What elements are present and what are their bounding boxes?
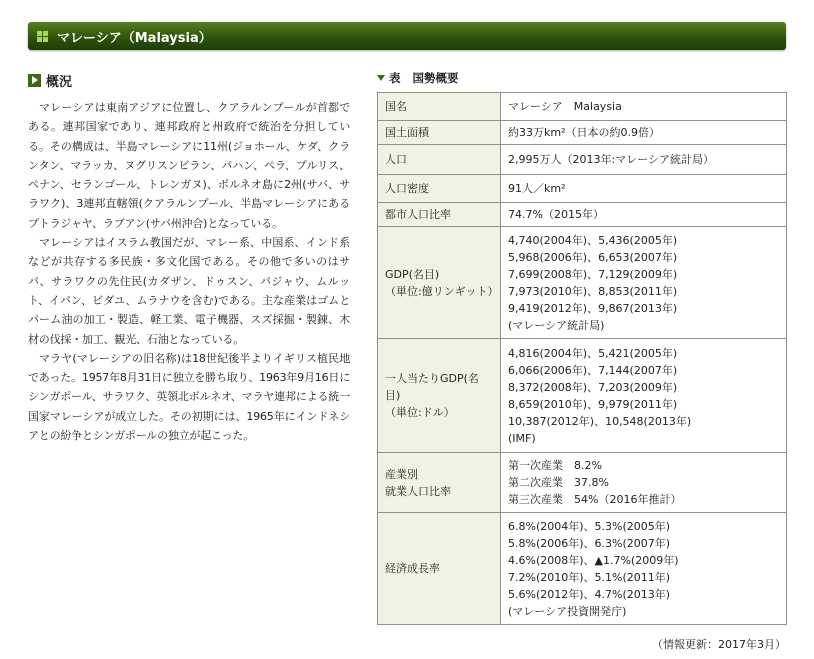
caret-down-icon [377, 75, 385, 81]
row-value-line: 10,387(2012年)、10,548(2013年) [508, 414, 692, 428]
row-value-cell [501, 227, 787, 339]
row-value-line: 8,659(2010年)、9,979(2011年) [508, 397, 678, 411]
row-value-cell [501, 453, 787, 513]
table-row [378, 203, 787, 227]
row-value-line: 7.2%(2010年)、5.1%(2011年) [508, 570, 671, 584]
row-label-line: GDP(名目) [385, 267, 440, 281]
overview-heading-text: 概況 [46, 74, 73, 90]
row-value-line: 5.6%(2012年)、4.7%(2013年) [508, 587, 671, 601]
overview-paragraph: マレーシアはイスラム教国だが、マレー系、中国系、インド系などが共存する多民族・多文化国である。その他で多いのはサバ、サラワクの先住民(カダザン、ドゥスン、バジャウ、ムルット、イバン、ビダユ、ムラナウを含む)である。主な産業はゴムとパーム油の加工・製造、軽工業、電子機器、スズ採掘・製錬、木材の伐採・加工、観光、石油となっている。 [28, 236, 350, 346]
row-value-line: 9,419(2012年)、9,867(2013年) [508, 301, 678, 315]
row-value-line: 6,066(2006年)、7,144(2007年) [508, 363, 678, 377]
row-value-line: 第一次産業 8.2% [508, 459, 602, 472]
table-caption-label: 表 [389, 71, 401, 85]
row-value-line: 91人／km² [508, 182, 566, 195]
row-label-line: 産業別 [385, 467, 418, 481]
row-value-line: 7,973(2010年)、8,853(2011年) [508, 284, 678, 298]
country-profile-section [377, 70, 787, 625]
row-label-line: 都市人口比率 [385, 208, 451, 221]
grid-bullet-icon [37, 31, 48, 42]
row-value-line: 6.8%(2004年)、5.3%(2005年) [508, 519, 671, 533]
row-label-cell [378, 227, 501, 339]
row-label-line: 経済成長率 [385, 562, 440, 575]
table-caption [377, 70, 787, 86]
row-value-line: 2,995万人（2013年:マレーシア統計局） [508, 153, 714, 166]
table-body [378, 93, 787, 625]
table-row [378, 453, 787, 513]
row-label-line: 人口 [385, 153, 407, 166]
row-label-cell [378, 175, 501, 203]
overview-paragraph: マラヤ(マレーシアの旧名称)は18世紀後半よりイギリス植民地であった。1957年8月31日に独立を勝ち取り、1963年9月16日にシンガポール、サラワク、英領北ボルネオ、マラヤ連邦による統一国家マレーシアが成立した。その初期には、1965年にインドネシアとの紛争とシンガポールの独立が起こった。 [28, 351, 350, 443]
row-label-line: （単位:ドル） [385, 406, 455, 419]
country-profile-table [377, 92, 787, 625]
row-value-line: 5.8%(2006年)、6.3%(2007年) [508, 536, 671, 550]
row-value-line: マレーシア Malaysia [508, 100, 622, 113]
row-label-line: 国土面積 [385, 126, 429, 139]
table-row [378, 513, 787, 625]
overview-heading [28, 70, 350, 90]
row-label-cell [378, 121, 501, 145]
row-label-cell [378, 453, 501, 513]
row-label-line: 一人当たりGDP(名目) [385, 372, 479, 402]
row-value-cell [501, 145, 787, 175]
table-row [378, 121, 787, 145]
row-value-line: 8,372(2008年)、7,203(2009年) [508, 380, 678, 394]
table-row [378, 227, 787, 339]
row-label-cell [378, 513, 501, 625]
row-value-line: 約33万km²（日本の約0.9倍） [508, 126, 660, 139]
row-value-line: (IMF) [508, 431, 536, 445]
row-value-line: (マレーシア統計局) [508, 318, 605, 332]
update-note: （情報更新：2017年3月） [652, 638, 786, 651]
row-label-cell [378, 203, 501, 227]
row-value-line: 5,968(2006年)、6,653(2007年) [508, 250, 678, 264]
row-value-line: 4.6%(2008年)、▲1.7%(2009年) [508, 553, 679, 567]
table-caption-title: 国勢概要 [412, 71, 459, 85]
row-label-line: 国名 [385, 100, 407, 113]
row-value-line: 第二次産業 37.8% [508, 476, 609, 489]
row-value-line: 4,740(2004年)、5,436(2005年) [508, 233, 678, 247]
row-label-cell [378, 93, 501, 121]
row-value-line: 4,816(2004年)、5,421(2005年) [508, 346, 678, 360]
table-row [378, 339, 787, 453]
row-label-line: （単位:億リンギット） [385, 284, 499, 298]
row-value-cell [501, 175, 787, 203]
table-row [378, 93, 787, 121]
row-value-cell [501, 339, 787, 453]
row-label-cell [378, 145, 501, 175]
overview-section [28, 70, 350, 445]
row-value-line: 74.7%（2015年） [508, 208, 604, 221]
row-value-cell [501, 121, 787, 145]
table-row [378, 145, 787, 175]
table-row [378, 175, 787, 203]
row-value-cell [501, 203, 787, 227]
row-value-line: 第三次産業 54%（2016年推計） [508, 493, 682, 506]
page-title: マレーシア（Malaysia） [57, 30, 212, 46]
page-title-bar [28, 22, 786, 50]
row-label-line: 人口密度 [385, 182, 429, 195]
row-label-line: 就業人口比率 [385, 484, 451, 498]
row-value-cell [501, 513, 787, 625]
row-value-line: (マレーシア投資開発庁) [508, 604, 627, 618]
overview-paragraph: マレーシアは東南アジアに位置し、クアラルンプールが首都である。連邦国家であり、連邦政府と州政府で統治を分担している。その構成は、半島マレーシアに11州(ジョホール、ケダ、クランタン、マラッカ、ヌグリスンビラン、パハン、ペラ、プルリス、ペナン、セランゴール、トレンガヌ)、ボルネオ島に2州(サバ、サラワク)、3連邦直轄領(クアラルンプール、半島マレーシアにあるプトラジャヤ、ラブアン(サバ州沖合)となっている。 [28, 101, 350, 230]
row-value-cell [501, 93, 787, 121]
row-label-cell [378, 339, 501, 453]
row-value-line: 7,699(2008年)、7,129(2009年) [508, 267, 678, 281]
play-arrow-icon [28, 74, 41, 87]
